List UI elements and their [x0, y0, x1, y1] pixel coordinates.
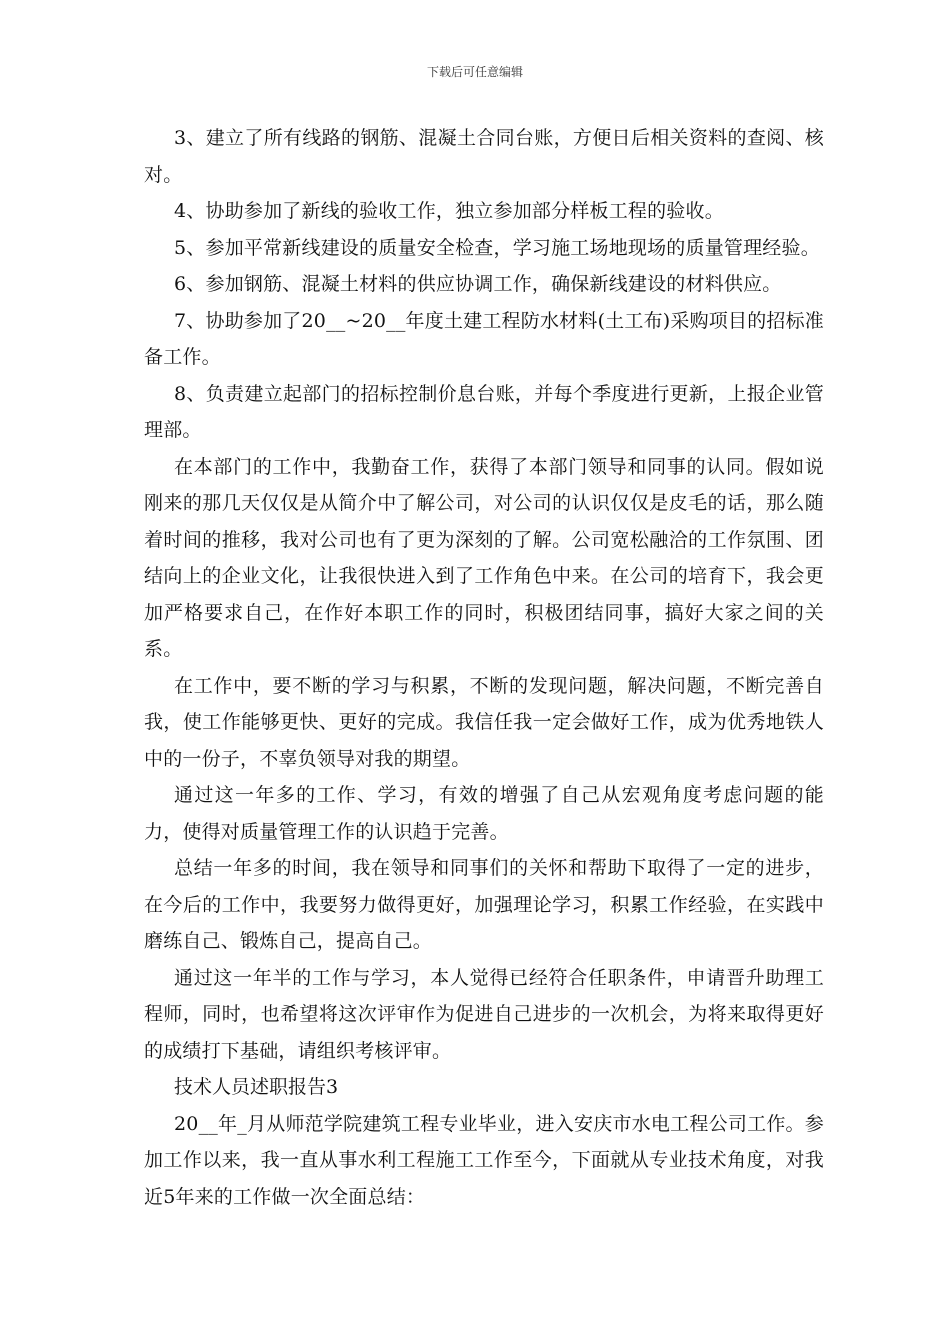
paragraph-item-5: 5、参加平常新线建设的质量安全检查，学习施工场地现场的质量管理经验。 [174, 236, 820, 259]
page-header: 下载后可任意编辑 [426, 65, 523, 79]
paragraph-item-7: 7、协助参加了20__~20__年度土建工程防水材料(土工布)采购项目的招标准备工作。 [144, 309, 824, 368]
paragraph-item-4: 4、协助参加了新线的验收工作，独立参加部分样板工程的验收。 [174, 200, 724, 222]
paragraph-summary: 总结一年多的时间，我在领导和同事们的关怀和帮助下取得了一定的进步，在今后的工作中，我要努力做得更好，加强理论学习，积累工作经验，在实践中磨练自己、锻炼自己，提高自己。 [144, 857, 824, 952]
paragraph-ability-improvement: 通过这一年多的工作、学习，有效的增强了自己从宏观角度考虑问题的能力，使得对质量管理工作的认识趋于完善。 [144, 784, 824, 843]
paragraph-intro: 20__年_月从师范学院建筑工程专业毕业，进入安庆市水电工程公司工作。参加工作以来，我一直从事水利工程施工工作至今，下面就从专业技术角度，对我近5年来的工作做一次全面总结： [144, 1112, 824, 1208]
document-body [144, 120, 824, 1215]
paragraph-promotion-request: 通过这一年半的工作与学习，本人觉得已经符合任职条件，申请晋升助理工程师，同时，也希望将这次评审作为促进自己进步的一次机会，为将来取得更好的成绩打下基础，请组织考核评审。 [144, 966, 824, 1062]
paragraph-item-8: 8、负责建立起部门的招标控制价息台账，并每个季度进行更新，上报企业管理部。 [144, 382, 824, 441]
paragraph-continuous-learning: 在工作中，要不断的学习与积累，不断的发现问题，解决问题，不断完善自我，使工作能够更快、更好的完成。我信任我一定会做好工作，成为优秀地铁人中的一份子，不辜负领导对我的期望。 [144, 674, 824, 770]
section-title: 技术人员述职报告3 [174, 1076, 339, 1098]
paragraph-item-3: 3、建立了所有线路的钢筋、混凝土合同台账，方便日后相关资料的查阅、核对。 [144, 127, 824, 186]
paragraph-item-6: 6、参加钢筋、混凝土材料的供应协调工作，确保新线建设的材料供应。 [174, 273, 782, 295]
paragraph-department-work: 在本部门的工作中，我勤奋工作，获得了本部门领导和同事的认同。假如说刚来的那几天仅仅是从简介中了解公司，对公司的认识仅仅是皮毛的话，那么随着时间的推移，我对公司也有了更为深刻的了解。公司宽松融洽的工作氛围、团结向上的企业文化，让我很快进入到了工作角色中来。在公司的培育下，我会更加严格要求自己，在作好本职工作的同时，积极团结同事，搞好大家之间的关系。 [144, 455, 824, 660]
